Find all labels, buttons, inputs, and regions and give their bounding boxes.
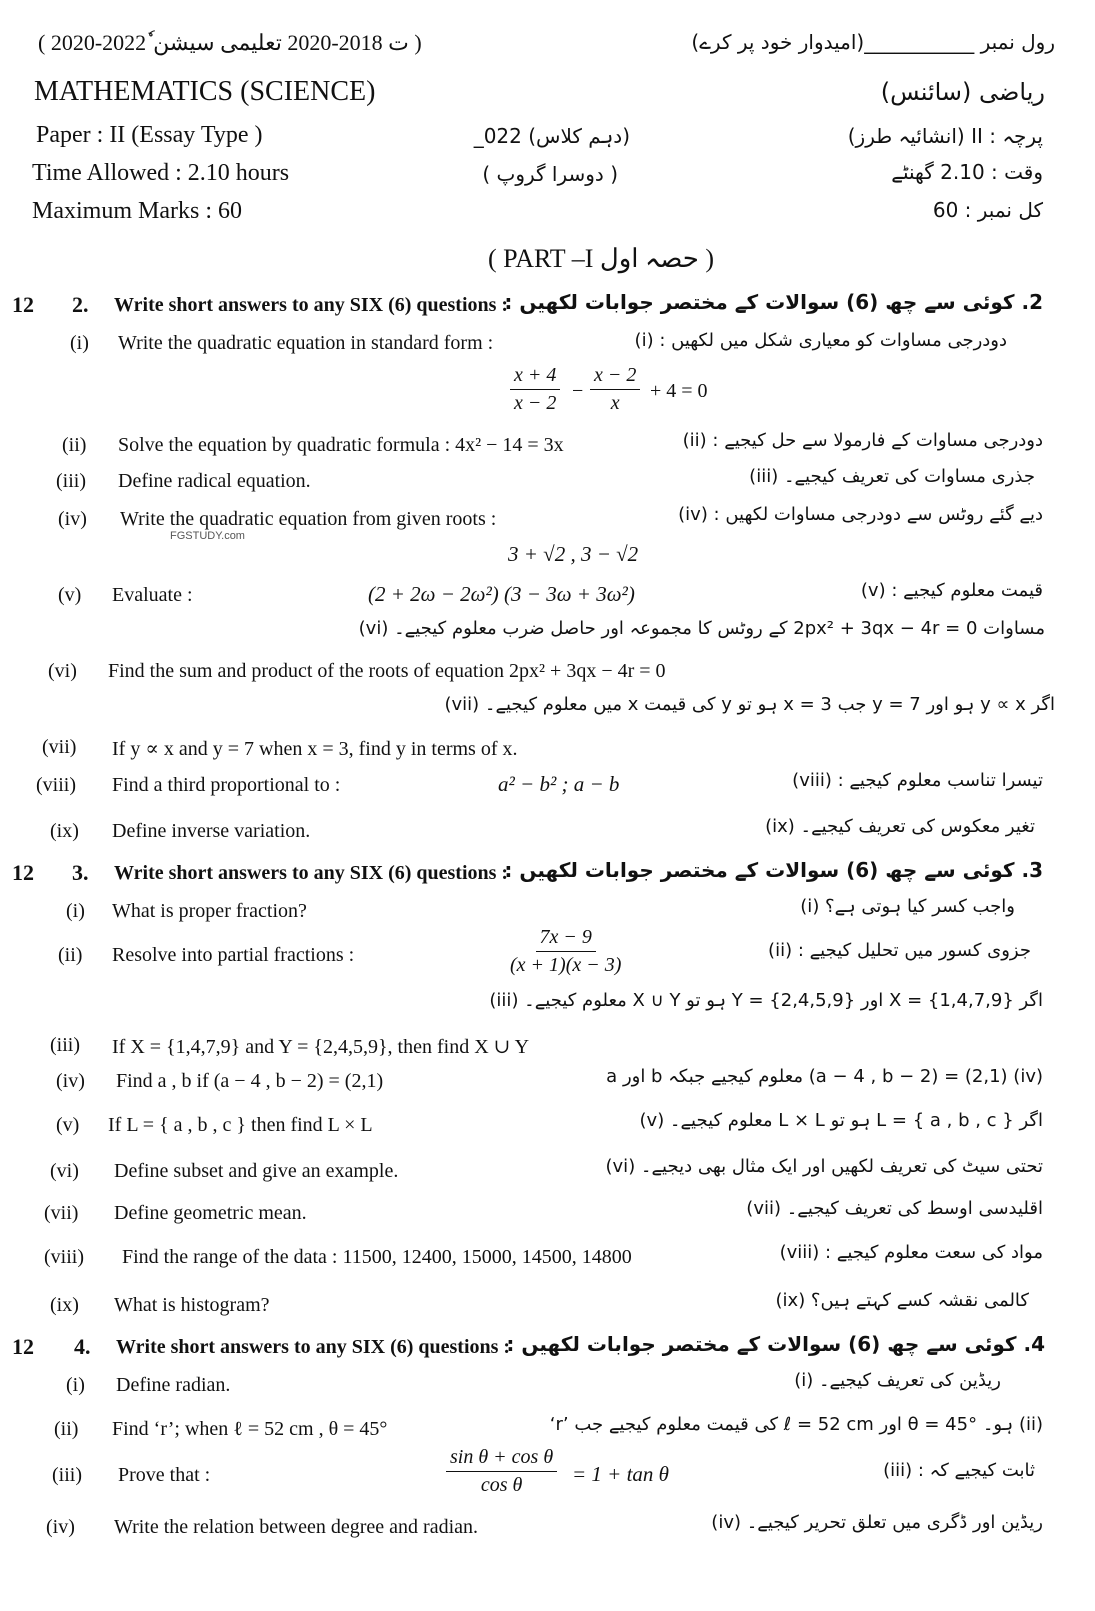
- question-text: Find the range of the data : 11500, 12400, 15000, 14500, 14800: [122, 1246, 632, 1268]
- question-text-urdu: کالمی نقشہ کسے کہتے ہیں؟ (ix): [775, 1290, 1029, 1311]
- question-number: (iv): [56, 1070, 85, 1092]
- question-number: (i): [66, 900, 85, 922]
- question-text: Write the quadratic equation in standard form :: [118, 332, 494, 354]
- question-number: (ii): [54, 1418, 79, 1440]
- question-text-urdu: ریڈین اور ڈگری میں تعلق تحریر کیجیے۔ (iv): [711, 1512, 1043, 1533]
- group-label: ( دوسرا گروپ ): [482, 162, 618, 186]
- maximum-marks: Maximum Marks : 60: [32, 198, 242, 224]
- roll-number-field: رول نمبر ___________(امیدوار خود پر کرے): [691, 30, 1055, 54]
- fraction: [590, 364, 640, 415]
- question-text: Write the quadratic equation from given roots :: [120, 508, 497, 530]
- question-number: (vii): [42, 736, 77, 758]
- section-heading: Write short answers to any SIX (6) questions :: [114, 862, 509, 884]
- question-number: (i): [66, 1374, 85, 1396]
- question-number: (iii): [56, 470, 86, 492]
- numerator: sin θ + cos θ: [446, 1446, 557, 1472]
- question-number: (ix): [50, 1294, 79, 1316]
- numerator: x + 4: [510, 364, 560, 390]
- section-heading-urdu: 3. کوئی سے چھ (6) سوالات کے مختصر جوابات لکھیں :: [504, 858, 1043, 882]
- question-text: If y ∝ x and y = 7 when x = 3, find y in terms of x.: [112, 738, 518, 760]
- question-text-urdu: جزوی کسور میں تحلیل کیجیے : (ii): [768, 940, 1031, 961]
- question-text-urdu: دیے گئے روٹس سے دودرجی مساوات لکھیں : (iv): [678, 504, 1043, 525]
- numerator: x − 2: [590, 364, 640, 390]
- fraction: [506, 926, 625, 977]
- question-text-urdu: تیسرا تناسب معلوم کیجیے : (viii): [792, 770, 1043, 791]
- question-number: (iv): [46, 1516, 75, 1538]
- question-text: What is proper fraction?: [112, 900, 307, 922]
- watermark-text: FGSTUDY.com: [170, 530, 245, 542]
- section-heading: Write short answers to any SIX (6) questions :: [116, 1336, 511, 1358]
- question-text: If X = {1,4,7,9} and Y = {2,4,5,9}, then find X ∪ Y: [112, 1036, 530, 1058]
- question-text: Define inverse variation.: [112, 820, 311, 842]
- operator: −: [572, 380, 584, 402]
- numerator: 7x − 9: [536, 926, 596, 952]
- question-text-urdu: اگر y ∝ x ہو اور y = 7 جب x = 3 ہو تو y کی قیمت x میں معلوم کیجیے۔ (vii): [444, 694, 1055, 715]
- question-text: Solve the equation by quadratic formula : 4x² − 14 = 3x: [118, 434, 564, 456]
- question-text-urdu: تحتی سیٹ کی تعریف لکھیں اور ایک مثال بھی دیجیے۔ (vi): [605, 1156, 1043, 1177]
- question-number: (v): [58, 584, 82, 606]
- question-text: Prove that :: [118, 1464, 211, 1486]
- section-marks: 12: [12, 292, 34, 317]
- question-text-urdu: واجب کسر کیا ہوتی ہے؟ (i): [800, 896, 1015, 917]
- section-heading: Write short answers to any SIX (6) questions :: [114, 294, 509, 316]
- question-text-urdu: ریڈین کی تعریف کیجیے۔ (i): [794, 1370, 1001, 1391]
- paper-type: Paper : II (Essay Type ): [36, 122, 263, 148]
- question-text-urdu: مواد کی سعت معلوم کیجیے : (viii): [779, 1242, 1043, 1263]
- question-text-urdu: تغیر معکوس کی تعریف کیجیے۔ (ix): [765, 816, 1035, 837]
- question-number: (ix): [50, 820, 79, 842]
- time-allowed: Time Allowed : 2.10 hours: [32, 160, 290, 186]
- section-number: 3.: [72, 860, 89, 885]
- question-text-urdu: جذری مساوات کی تعریف کیجیے۔ (iii): [749, 466, 1035, 487]
- question-number: (ii): [62, 434, 87, 456]
- question-text-urdu: دودرجی مساوات کو معیاری شکل میں لکھیں : (i): [634, 330, 1007, 351]
- expression: a² − b² ; a − b: [498, 772, 620, 796]
- question-text: Find the sum and product of the roots of equation 2px² + 3qx − 4r = 0: [108, 660, 666, 682]
- section-number: 2.: [72, 292, 89, 317]
- roots-expression: 3 + √2 , 3 − √2: [508, 542, 639, 566]
- question-text-urdu: قیمت معلوم کیجیے : (v): [860, 580, 1043, 601]
- question-text-urdu: اگر X = {1,4,7,9} اور Y = {2,4,5,9} ہو تو X ∪ Y معلوم کیجیے۔ (iii): [489, 990, 1043, 1011]
- section-number: 4.: [74, 1334, 91, 1359]
- section-heading-urdu: 4. کوئی سے چھ (6) سوالات کے مختصر جوابات لکھیں :: [506, 1332, 1045, 1356]
- question-text: Find a third proportional to :: [112, 774, 341, 796]
- denominator: x: [610, 392, 620, 414]
- question-text: Resolve into partial fractions :: [112, 944, 355, 966]
- question-number: (viii): [36, 774, 76, 796]
- denominator: (x + 1)(x − 3): [510, 954, 622, 976]
- paper-type-urdu: پرچہ : II (انشائیہ طرز): [847, 124, 1043, 148]
- question-text-urdu: a اور b معلوم کیجیے جبکہ (a − 4 , b − 2) = (2,1) (iv): [606, 1066, 1043, 1087]
- equation-tail: = 1 + tan θ: [572, 1462, 669, 1486]
- section-heading-urdu: 2. کوئی سے چھ (6) سوالات کے مختصر جوابات لکھیں :: [504, 290, 1043, 314]
- question-text: Write the relation between degree and radian.: [114, 1516, 479, 1538]
- question-text-urdu: مساوات 2px² + 3qx − 4r = 0 کے روٹس کا مجموعہ اور حاصل ضرب معلوم کیجیے۔ (vi): [358, 618, 1045, 639]
- question-text-urdu: اقلیدسی اوسط کی تعریف کیجیے۔ (vii): [746, 1198, 1043, 1219]
- question-number: (vi): [50, 1160, 79, 1182]
- part-heading: ( PART –I حصہ اول ): [488, 244, 715, 273]
- question-number: (v): [56, 1114, 80, 1136]
- question-text: Define radical equation.: [118, 470, 311, 492]
- question-number: (vi): [48, 660, 77, 682]
- question-number: (iv): [58, 508, 87, 530]
- question-text-urdu: ثابت کیجیے کہ : (iii): [883, 1460, 1035, 1481]
- question-number: (viii): [44, 1246, 84, 1268]
- question-number: (vii): [44, 1202, 79, 1224]
- question-text-urdu: اگر L = { a , b , c } ہو تو L × L معلوم کیجیے۔ (v): [639, 1110, 1043, 1131]
- question-text-urdu: دودرجی مساوات کے فارمولا سے حل کیجیے : (ii): [682, 430, 1043, 451]
- question-text: Define radian.: [116, 1374, 231, 1396]
- expression: (2 + 2ω − 2ω²) (3 − 3ω + 3ω²): [368, 582, 635, 606]
- class-code: (دہم کلاس) 022_: [473, 124, 630, 148]
- section-marks: 12: [12, 860, 34, 885]
- time-allowed-urdu: وقت : 2.10 گھنٹے: [891, 160, 1043, 184]
- question-text-urdu: ‘r’ کی قیمت معلوم کیجیے جب ℓ = 52 cm اور θ = 45° ہو۔ (ii): [549, 1414, 1043, 1435]
- maximum-marks-urdu: کل نمبر : 60: [932, 198, 1043, 222]
- question-text: Define subset and give an example.: [114, 1160, 399, 1182]
- subject-title: MATHEMATICS (SCIENCE): [34, 76, 376, 107]
- question-number: (i): [70, 332, 89, 354]
- fraction: [510, 364, 560, 415]
- question-text: If L = { a , b , c } then find L × L: [108, 1114, 373, 1136]
- question-text: Define geometric mean.: [114, 1202, 307, 1224]
- question-text: What is histogram?: [114, 1294, 270, 1316]
- denominator: cos θ: [480, 1474, 523, 1496]
- question-number: (ii): [58, 944, 83, 966]
- subject-title-urdu: ریاضی (سائنس): [880, 78, 1045, 106]
- question-text: Evaluate :: [112, 584, 193, 606]
- question-text: Find ‘r’; when ℓ = 52 cm , θ = 45°: [112, 1418, 388, 1440]
- section-marks: 12: [12, 1334, 34, 1359]
- question-text: Find a , b if (a − 4 , b − 2) = (2,1): [116, 1070, 384, 1092]
- equation-tail: + 4 = 0: [650, 380, 708, 402]
- question-number: (iii): [52, 1464, 82, 1486]
- question-number: (iii): [50, 1034, 80, 1056]
- denominator: x − 2: [514, 392, 557, 414]
- fraction: [446, 1446, 557, 1497]
- session-text: ( 2020-2022 ٗت 2018-2020 تعلیمی سیشن ): [38, 30, 422, 55]
